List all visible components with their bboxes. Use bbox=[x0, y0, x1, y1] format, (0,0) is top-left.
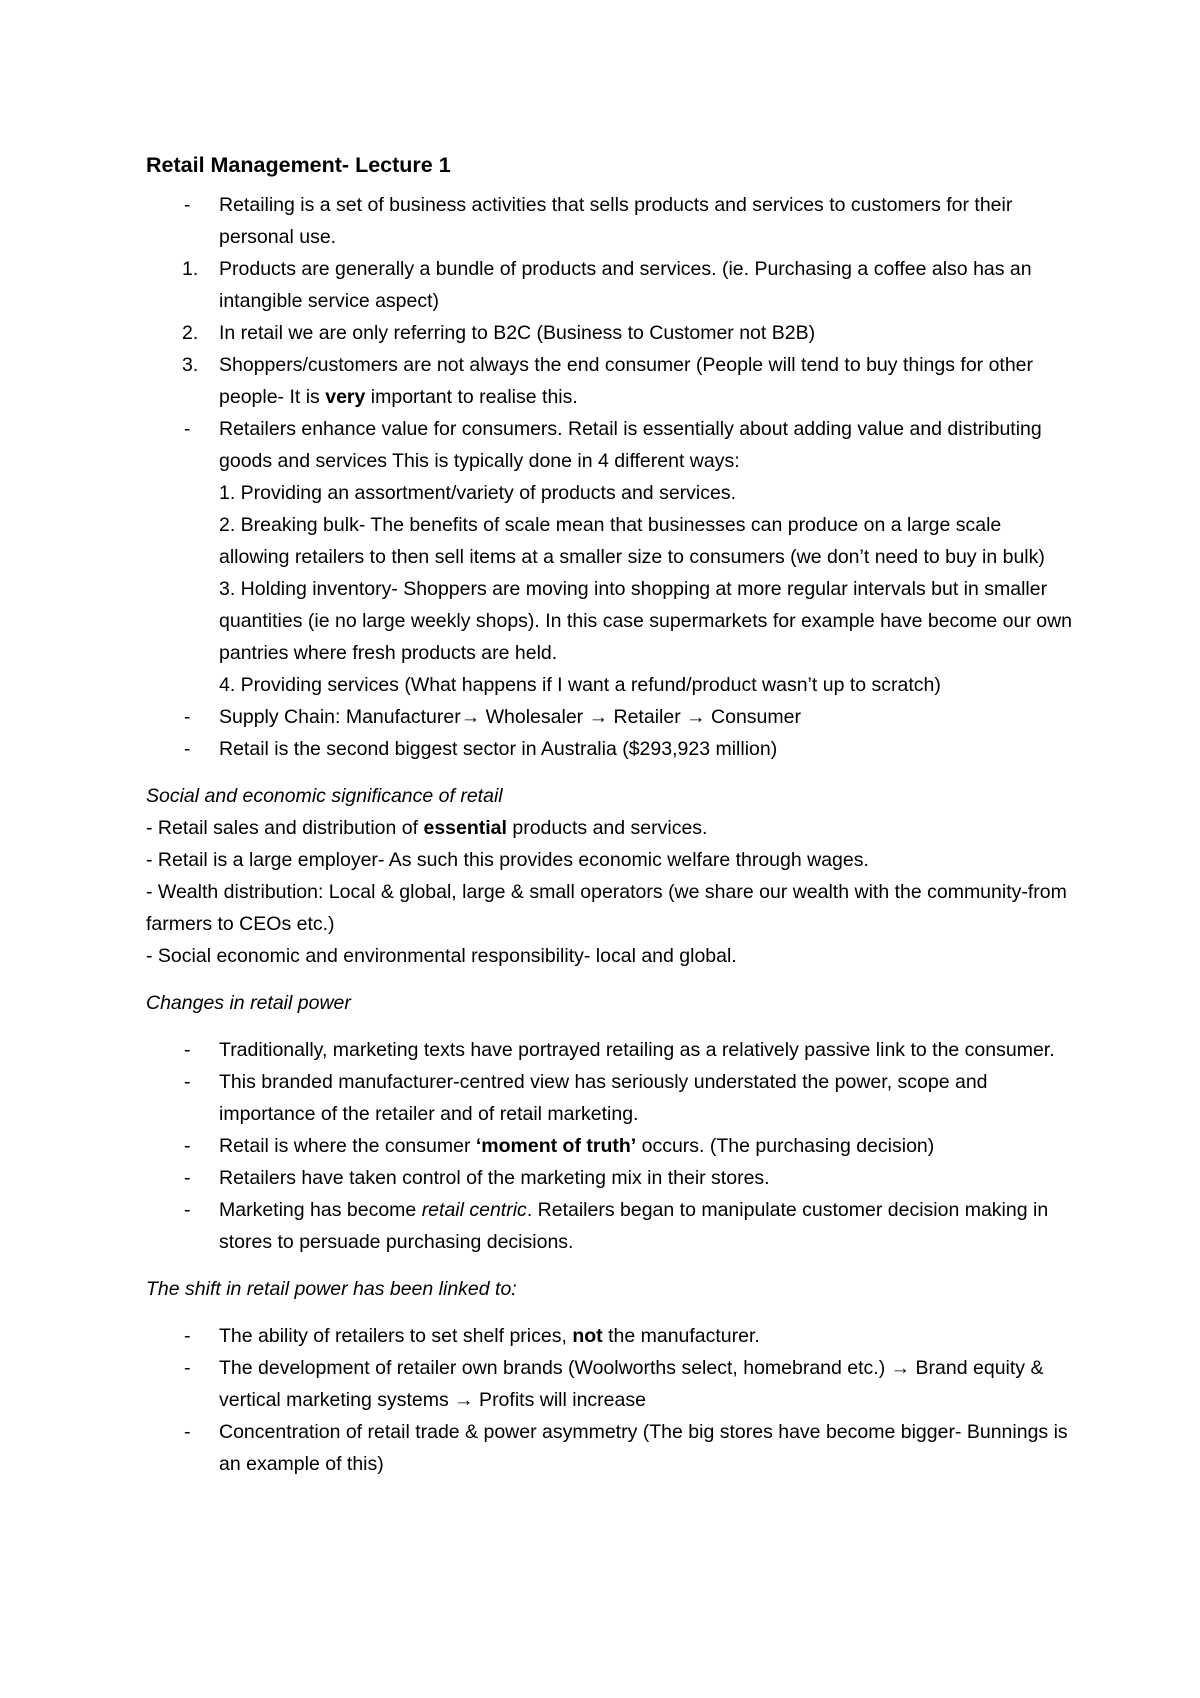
item-text: Retailers have taken control of the marketing mix in their stores. bbox=[219, 1167, 770, 1189]
bullet-dash: - bbox=[184, 194, 191, 216]
list-item bbox=[146, 1320, 1076, 1352]
item-text: Traditionally, marketing texts have portrayed retailing as a relatively passive link to the consumer. bbox=[219, 1039, 1055, 1061]
list-item bbox=[146, 1066, 1076, 1130]
list-item bbox=[146, 1130, 1076, 1162]
changes-list bbox=[146, 1034, 1076, 1258]
intro-list bbox=[146, 189, 1076, 765]
social-line: - Social economic and environmental responsibility- local and global. bbox=[146, 945, 737, 967]
bullet-dash: - bbox=[184, 418, 191, 440]
bullet-dash: - bbox=[184, 706, 191, 728]
bullet-dash: - bbox=[184, 1167, 191, 1189]
item-text: Retailing is a set of business activities that sells products and services to customers for their personal use. bbox=[219, 194, 1013, 248]
list-item bbox=[146, 1416, 1076, 1480]
item-text: Products are generally a bundle of products and services. (ie. Purchasing a coffee also has an intangible service aspect) bbox=[219, 258, 1032, 312]
spacer bbox=[146, 1305, 1076, 1320]
document-content bbox=[146, 149, 1076, 1480]
list-item bbox=[146, 1194, 1076, 1258]
list-item bbox=[146, 317, 1076, 349]
page-title: Retail Management- Lecture 1 bbox=[146, 153, 451, 177]
item-text: This branded manufacturer-centred view has seriously understated the power, scope and importance of the retailer and of retail marketing. bbox=[219, 1071, 988, 1125]
list-item bbox=[146, 701, 1076, 733]
bullet-number: 3. bbox=[182, 354, 199, 376]
bullet-number: 2. bbox=[182, 322, 199, 344]
section-heading-social: Social and economic significance of retail bbox=[146, 785, 503, 807]
item-text: Concentration of retail trade & power asymmetry (The big stores have become bigger- Bunnings is an example of this) bbox=[219, 1421, 1068, 1475]
list-item bbox=[146, 1034, 1076, 1066]
bullet-dash: - bbox=[184, 1421, 191, 1443]
list-item bbox=[146, 189, 1076, 253]
item-text: The development of retailer own brands (Woolworths select, homebrand etc.) → Brand equity & vertical marketing systems → Profits will increase bbox=[219, 1357, 1044, 1411]
list-item bbox=[146, 1352, 1076, 1416]
item-text: Shoppers/customers are not always the end consumer (People will tend to buy things for other people- It is very important to realise this. bbox=[219, 354, 1034, 408]
list-item bbox=[146, 733, 1076, 765]
item-text: In retail we are only referring to B2C (Business to Customer not B2B) bbox=[219, 322, 816, 344]
bullet-dash: - bbox=[184, 738, 191, 760]
item-text: Retail is the second biggest sector in Australia ($293,923 million) bbox=[219, 738, 778, 760]
bullet-dash: - bbox=[184, 1039, 191, 1061]
value-way-3: 3. Holding inventory- Shoppers are moving into shopping at more regular intervals but in smaller quantities (ie no large weekly shops). In this case supermarkets for example have become our own pantries where fresh products are held. bbox=[219, 578, 1073, 664]
shift-list bbox=[146, 1320, 1076, 1480]
bullet-dash: - bbox=[184, 1135, 191, 1157]
section-heading-shift: The shift in retail power has been linked to: bbox=[146, 1278, 517, 1300]
bullet-dash: - bbox=[184, 1199, 191, 1221]
bullet-dash: - bbox=[184, 1071, 191, 1093]
item-text: Retailers enhance value for consumers. Retail is essentially about adding value and distributing goods and services This is typically done in 4 different ways: bbox=[219, 418, 1042, 472]
list-item bbox=[146, 1162, 1076, 1194]
list-item bbox=[146, 413, 1076, 477]
list-item bbox=[146, 349, 1076, 413]
list-item bbox=[146, 253, 1076, 317]
social-line: - Wealth distribution: Local & global, large & small operators (we share our wealth with the community-from farmers to CEOs etc.) bbox=[146, 881, 1067, 935]
social-line: - Retail is a large employer- As such this provides economic welfare through wages. bbox=[146, 849, 869, 871]
spacer bbox=[146, 1019, 1076, 1034]
section-heading-changes: Changes in retail power bbox=[146, 992, 351, 1014]
bullet-number: 1. bbox=[182, 258, 199, 280]
item-text: Marketing has become retail centric. Retailers began to manipulate customer decision making in stores to persuade purchasing decisions. bbox=[219, 1199, 1049, 1253]
value-way-1: 1. Providing an assortment/variety of products and services. bbox=[219, 482, 736, 504]
item-text: Supply Chain: Manufacturer→ Wholesaler → Retailer → Consumer bbox=[219, 706, 801, 728]
item-text: Retail is where the consumer ‘moment of truth’ occurs. (The purchasing decision) bbox=[219, 1135, 935, 1157]
value-way-4: 4. Providing services (What happens if I want a refund/product wasn’t up to scratch) bbox=[219, 674, 941, 696]
value-way-2: 2. Breaking bulk- The benefits of scale mean that businesses can produce on a large scale allowing retailers to then sell items at a smaller size to consumers (we don’t need to buy in bulk) bbox=[219, 514, 1045, 568]
social-line: - Retail sales and distribution of essential products and services. bbox=[146, 817, 708, 839]
bullet-dash: - bbox=[184, 1357, 191, 1379]
bullet-dash: - bbox=[184, 1325, 191, 1347]
item-text: The ability of retailers to set shelf prices, not the manufacturer. bbox=[219, 1325, 760, 1347]
